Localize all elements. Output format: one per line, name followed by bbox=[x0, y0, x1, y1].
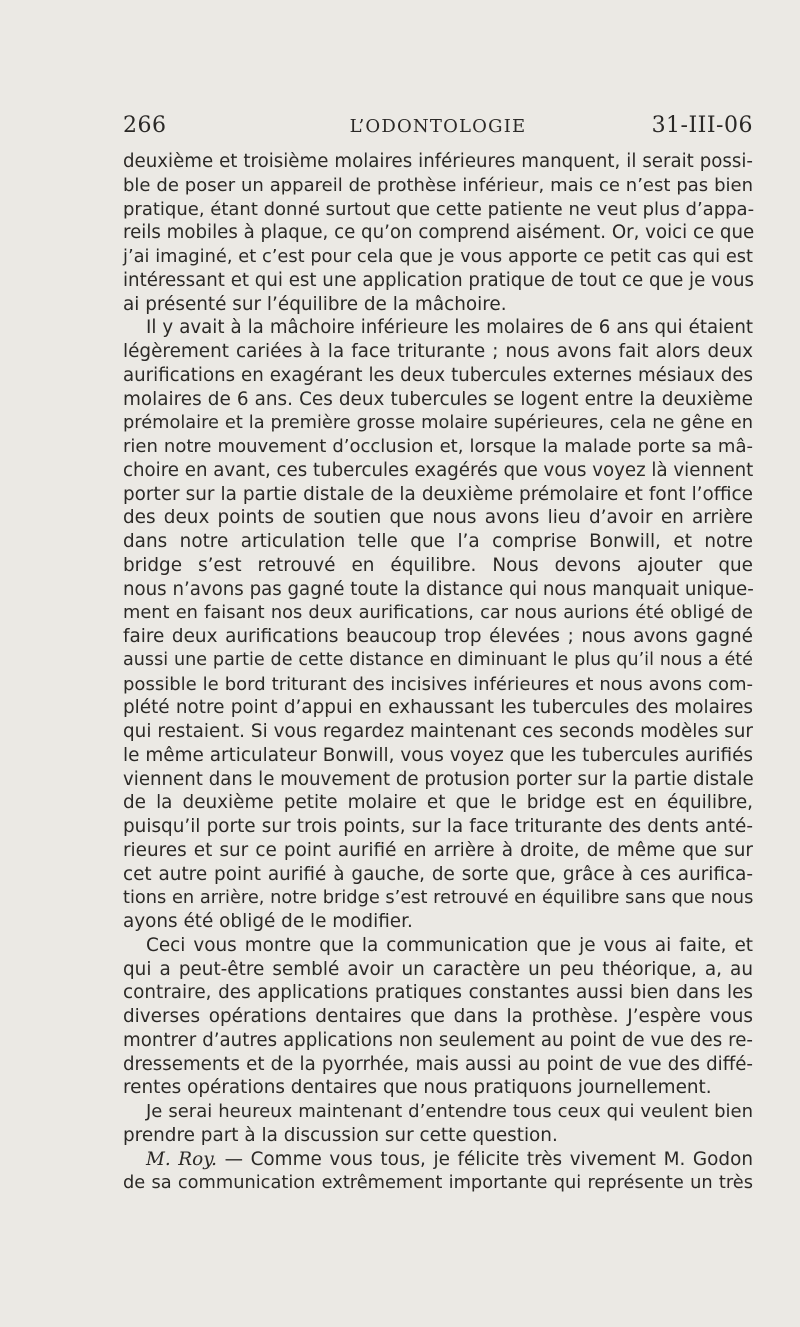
text-line: ayons été obligé de le modifier. bbox=[123, 911, 413, 932]
text-line: dressements et de la pyorrhée, mais aussi au point de vue des diffé- bbox=[123, 1053, 753, 1075]
text-line: de la deuxième petite molaire et que le bridge est en équilibre, bbox=[123, 792, 753, 814]
text-line: diverses opérations dentaires que dans la prothèse. J’espère vous bbox=[123, 1006, 753, 1027]
speaker-name: M. Roy. bbox=[146, 1148, 217, 1170]
text-line: le même articulateur Bonwill, vous voyez que les tubercules aurifiés bbox=[123, 744, 753, 766]
text-line: ai présenté sur l’équilibre de la mâchoire. bbox=[123, 293, 507, 315]
text-line: pratique, étant donné surtout que cette patiente ne veut plus d’appa- bbox=[123, 198, 755, 220]
text-line: molaires de 6 ans. Ces deux tubercules se logent entre la deuxième bbox=[123, 388, 753, 410]
text-line: légèrement cariées à la face triturante ; nous avons fait alors deux bbox=[123, 341, 753, 362]
text-line: montrer d’autres applications non seulement au point de vue des re- bbox=[123, 1029, 753, 1051]
text-line: viennent dans le mouvement de protusion porter sur la partie distale bbox=[123, 768, 754, 790]
text-line: bridge s’est retrouvé en équilibre. Nous devons ajouter que bbox=[123, 554, 753, 576]
body-text bbox=[123, 150, 753, 1195]
text-line: intéressant et qui est une application pratique de tout ce que je vous bbox=[123, 269, 754, 291]
text-line: nous n’avons pas gagné toute la distance qui nous manquait unique- bbox=[123, 578, 754, 600]
text-line: contraire, des applications pratiques constantes aussi bien dans les bbox=[123, 982, 753, 1004]
issue-date: 31-III-06 bbox=[651, 113, 753, 138]
text-line: ment en faisant nos deux aurifications, car nous aurions été obligé de bbox=[123, 602, 753, 624]
text-line: porter sur la partie distale de la deuxième prémolaire et font l’office bbox=[123, 483, 753, 505]
text-line: Je serai heureux maintenant d’entendre tous ceux qui veulent bien bbox=[146, 1101, 753, 1122]
speaker-text: — Comme vous tous, je félicite très vivement M. Godon bbox=[216, 1148, 753, 1170]
journal-title: L’ODONTOLOGIE bbox=[349, 116, 527, 137]
text-line: deuxième et troisième molaires inférieures manquent, il serait possi- bbox=[123, 151, 753, 172]
text-line: Il y avait à la mâchoire inférieure les molaires de 6 ans qui étaient bbox=[146, 317, 753, 339]
text-line: plété notre point d’appui en exhaussant les tubercules des molaires bbox=[123, 697, 753, 719]
text-line: j’ai imaginé, et c’est pour cela que je vous apporte ce petit cas qui est bbox=[123, 246, 753, 267]
text-line: prendre part à la discussion sur cette question. bbox=[123, 1124, 558, 1146]
text-line bbox=[123, 1148, 753, 1172]
text-line: tions en arrière, notre bridge s’est retrouvé en équilibre sans que nous bbox=[123, 887, 754, 909]
text-line: qui restaient. Si vous regardez maintenant ces seconds modèles sur bbox=[123, 721, 753, 742]
text-line: cet autre point aurifié à gauche, de sorte que, grâce à ces aurifica- bbox=[123, 863, 753, 885]
text-line: dans notre articulation telle que l’a comprise Bonwill, et notre bbox=[123, 531, 753, 552]
text-line: reils mobiles à plaque, ce qu’on comprend aisément. Or, voici ce que bbox=[123, 222, 755, 244]
text-line: Ceci vous montre que la communication que je vous ai faite, et bbox=[146, 934, 753, 956]
text-line: possible le bord triturant des incisives inférieures et nous avons com- bbox=[123, 673, 753, 695]
text-line: faire deux aurifications beaucoup trop élevées ; nous avons gagné bbox=[123, 626, 753, 647]
text-line: des deux points de soutien que nous avons lieu d’avoir en arrière bbox=[123, 507, 753, 529]
text-line: rieures et sur ce point aurifié en arrière à droite, de même que sur bbox=[123, 839, 753, 861]
text-line: ble de poser un appareil de prothèse inférieur, mais ce n’est pas bien bbox=[123, 174, 753, 196]
text-line: de sa communication extrêmement importante qui représente un très bbox=[123, 1172, 753, 1194]
page-number: 266 bbox=[123, 113, 167, 138]
text-line: puisqu’il porte sur trois points, sur la face triturante des dents anté- bbox=[123, 816, 753, 837]
running-header bbox=[123, 113, 753, 143]
text-line: prémolaire et la première grosse molaire supérieures, cela ne gêne en bbox=[123, 412, 753, 434]
text-line: aurifications en exagérant les deux tubercules externes mésiaux des bbox=[123, 364, 753, 386]
text-line: rien notre mouvement d’occlusion et, lorsque la malade porte sa mâ- bbox=[123, 436, 753, 457]
text-line: choire en avant, ces tubercules exagérés que vous voyez là viennent bbox=[123, 459, 754, 481]
text-line: rentes opérations dentaires que nous pratiquons journellement. bbox=[123, 1077, 712, 1099]
text-line: aussi une partie de cette distance en diminuant le plus qu’il nous a été bbox=[123, 649, 753, 670]
text-line: qui a peut-être semblé avoir un caractère un peu théorique, a, au bbox=[123, 958, 753, 980]
